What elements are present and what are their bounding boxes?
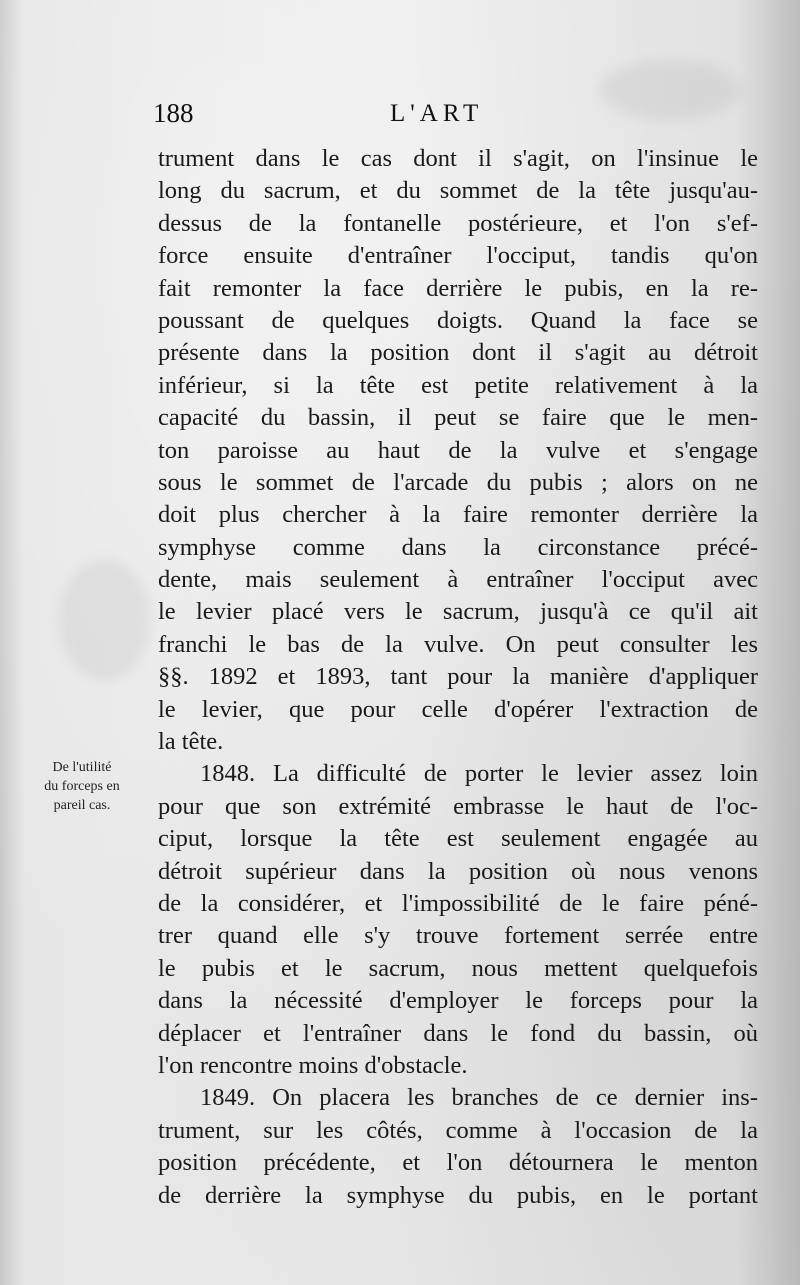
margin-note <box>2 758 162 815</box>
text-line: position précédente, et l'on détournera le menton <box>158 1149 758 1177</box>
text-line: de derrière la symphyse du pubis, en le portant <box>158 1181 758 1209</box>
text-line: fait remonter la face derrière le pubis, en la re- <box>158 274 758 302</box>
text-line: pour que son extrémité embrasse le haut de l'oc- <box>158 792 758 820</box>
margin-note-line: pareil cas. <box>53 798 111 813</box>
text-line: symphyse comme dans la circonstance précé- <box>158 533 758 561</box>
text-line: détroit supérieur dans la position où nous venons <box>158 857 758 885</box>
text-line: dente, mais seulement à entraîner l'occiput avec <box>158 566 758 594</box>
margin-note-line: De l'utilité <box>52 760 112 775</box>
section-start-line: 1848. La difficulté de porter le levier assez loin <box>200 760 758 788</box>
text-line: le levier, que pour celle d'opérer l'extraction de <box>158 695 758 723</box>
text-line: ton paroisse au haut de la vulve et s'engage <box>158 436 758 464</box>
text-line: de la considérer, et l'impossibilité de le faire péné- <box>158 889 758 917</box>
text-line: ciput, lorsque la tête est seulement engagée au <box>158 825 758 853</box>
text-line: présente dans la position dont il s'agit au détroit <box>158 339 758 367</box>
text-line: poussant de quelques doigts. Quand la face se <box>158 306 758 334</box>
text-line: capacité du bassin, il peut se faire que le men- <box>158 404 758 432</box>
body-text <box>158 143 758 1212</box>
paragraph-end-line: l'on rencontre moins d'obstacle. <box>158 1051 468 1079</box>
text-line: dans la nécessité d'employer le forceps pour la <box>158 987 758 1015</box>
text-line: le pubis et le sacrum, nous mettent quelquefois <box>158 954 758 982</box>
text-line: sous le sommet de l'arcade du pubis ; alors on ne <box>158 468 758 496</box>
text-line: inférieur, si la tête est petite relativement à la <box>158 371 758 399</box>
paragraph-end-line: la tête. <box>158 728 224 756</box>
running-head <box>0 98 800 138</box>
text-line: déplacer et l'entraîner dans le fond du bassin, où <box>158 1019 758 1047</box>
text-line: le levier placé vers le sacrum, jusqu'à ce qu'il ait <box>158 598 758 626</box>
text-line: dessus de la fontanelle postérieure, et l'on s'ef- <box>158 209 758 237</box>
text-line: trer quand elle s'y trouve fortement serrée entre <box>158 922 758 950</box>
paper-stain <box>60 560 150 680</box>
running-title: L'ART <box>390 100 484 127</box>
margin-note-line: du forceps en <box>44 779 120 794</box>
text-line: doit plus chercher à la faire remonter derrière la <box>158 501 758 529</box>
text-line: §§. 1892 et 1893, tant pour la manière d'appliquer <box>158 663 758 691</box>
text-line: force ensuite d'entraîner l'occiput, tandis qu'on <box>158 242 758 270</box>
text-line: franchi le bas de la vulve. On peut consulter les <box>158 630 758 658</box>
text-line: long du sacrum, et du sommet de la tête jusqu'au- <box>158 177 758 205</box>
page-number: 188 <box>153 98 194 128</box>
text-line: trument, sur les côtés, comme à l'occasion de la <box>158 1116 758 1144</box>
text-line: trument dans le cas dont il s'agit, on l'insinue le <box>158 145 758 172</box>
section-start-line: 1849. On placera les branches de ce dernier ins- <box>200 1084 758 1112</box>
